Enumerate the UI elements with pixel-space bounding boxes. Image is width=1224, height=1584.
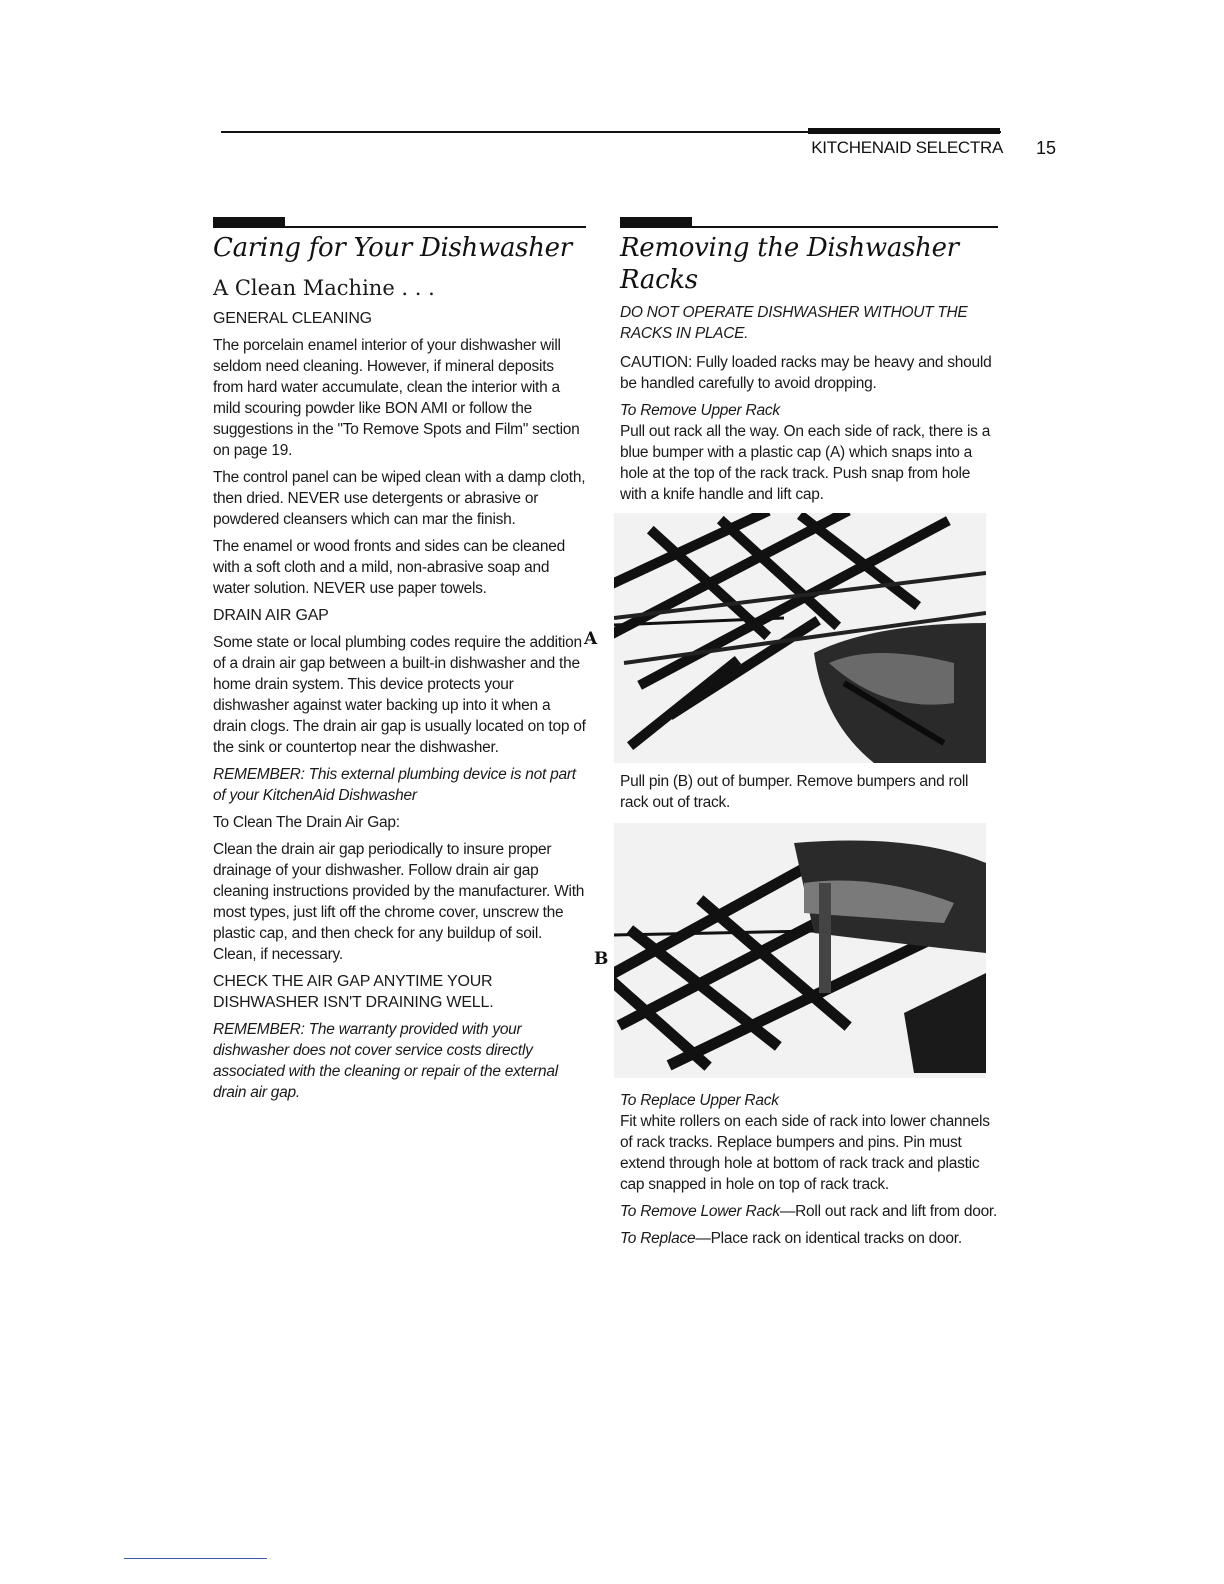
check-air-gap-notice: CHECK THE AIR GAP ANYTIME YOUR DISHWASHER ISN'T DRAINING WELL. — [213, 973, 494, 1011]
photo-rack-cap-a — [614, 513, 986, 763]
callout-b: B — [594, 949, 609, 969]
page-number: 15 — [1036, 138, 1057, 158]
heading-remove-upper-rack: To Remove Upper Rack — [620, 402, 780, 419]
paragraph-clean-instructions: Clean the drain air gap periodically to insure proper drainage of your dishwasher. Follow drain air gap cleaning instructions provided by the manufacturer. With most types, just lift off the chrome cover, unscrew the plastic cap, and then check for any buildup of soil. Clean, if necessary. — [213, 841, 585, 963]
section-rule — [620, 226, 998, 228]
paragraph-interior: The porcelain enamel interior of your dishwasher will seldom need cleaning. However, if mineral deposits from hard water accumulate, clean the interior with a mild scouring powder like BON AMI or follow the suggestions in the "To Remove Spots and Film" section on page 19. — [213, 337, 580, 459]
paragraph-control-panel: The control panel can be wiped clean with a damp cloth, then dried. NEVER use detergents or abrasive or powdered cleansers which can mar the finish. — [213, 469, 586, 528]
paragraph-air-gap: Some state or local plumbing codes require the addition of a drain air gap between a built-in dishwasher and the home drain system. This device protects your dishwasher against water backing up into it when a drain clogs. The drain air gap is usually located on top of the sink or countertop near the dishwasher. — [213, 634, 586, 756]
rack-cap-illustration — [614, 513, 986, 763]
paragraph-replace-lower-rack — [620, 1228, 998, 1249]
heading-clean-drain-air-gap: To Clean The Drain Air Gap: — [213, 814, 400, 831]
running-head: KITCHENAID SELECTRA — [811, 138, 1003, 157]
lead-replace-lower-rack: To Replace — [620, 1230, 696, 1247]
header-rule-accent — [808, 128, 1000, 134]
paragraph-fronts: The enamel or wood fronts and sides can be cleaned with a soft cloth and a mild, non-abrasive soap and water solution. NEVER use paper towels. — [213, 538, 565, 597]
section-title-removing-racks: Removing the Dishwasher Racks — [620, 233, 959, 295]
lead-remove-lower-rack: To Remove Lower Rack — [620, 1203, 780, 1220]
paragraph-replace-upper-rack: Fit white rollers on each side of rack into lower channels of rack tracks. Replace bumpers and pins. Pin must extend through hole at bottom of rack track and plastic cap snapped in hole on top of rack track. — [620, 1113, 990, 1193]
rack-pin-illustration — [614, 823, 986, 1078]
heading-replace-upper-rack: To Replace Upper Rack — [620, 1092, 779, 1109]
photo-rack-pin-b — [614, 823, 986, 1078]
footer-rule — [124, 1558, 267, 1559]
caption-pull-pin: Pull pin (B) out of bumper. Remove bumpers and roll rack out of track. — [620, 773, 969, 811]
left-column — [213, 217, 586, 1109]
remember-warranty: REMEMBER: The warranty provided with your dishwasher does not cover service costs directly associated with the cleaning or repair of the external drain air gap. — [213, 1021, 558, 1101]
right-column — [584, 217, 998, 1255]
callout-a: A — [584, 629, 598, 649]
heading-general-cleaning: GENERAL CLEANING — [213, 310, 372, 327]
paragraph-remove-upper-rack: Pull out rack all the way. On each side of rack, there is a blue bumper with a plastic cap (A) which snaps into a hole at the top of the rack track. Push snap from hole with a knife handle and lift cap. — [620, 423, 991, 503]
remember-external-device: REMEMBER: This external plumbing device is not part of your KitchenAid Dishwasher — [213, 766, 576, 804]
text-remove-lower-rack: —Roll out rack and lift from door. — [779, 1203, 998, 1220]
subtitle-clean-machine: A Clean Machine . . . — [213, 276, 435, 300]
section-title-caring: Caring for Your Dishwasher — [213, 233, 572, 263]
caution-text: CAUTION: Fully loaded racks may be heavy and should be handled carefully to avoid dropping. — [620, 354, 992, 392]
section-rule — [213, 226, 586, 228]
heading-drain-air-gap: DRAIN AIR GAP — [213, 607, 329, 624]
warning-racks-in-place: DO NOT OPERATE DISHWASHER WITHOUT THE RACKS IN PLACE. — [620, 304, 968, 342]
paragraph-remove-lower-rack — [620, 1201, 998, 1222]
text-replace-lower-rack: —Place rack on identical tracks on door. — [695, 1230, 962, 1247]
